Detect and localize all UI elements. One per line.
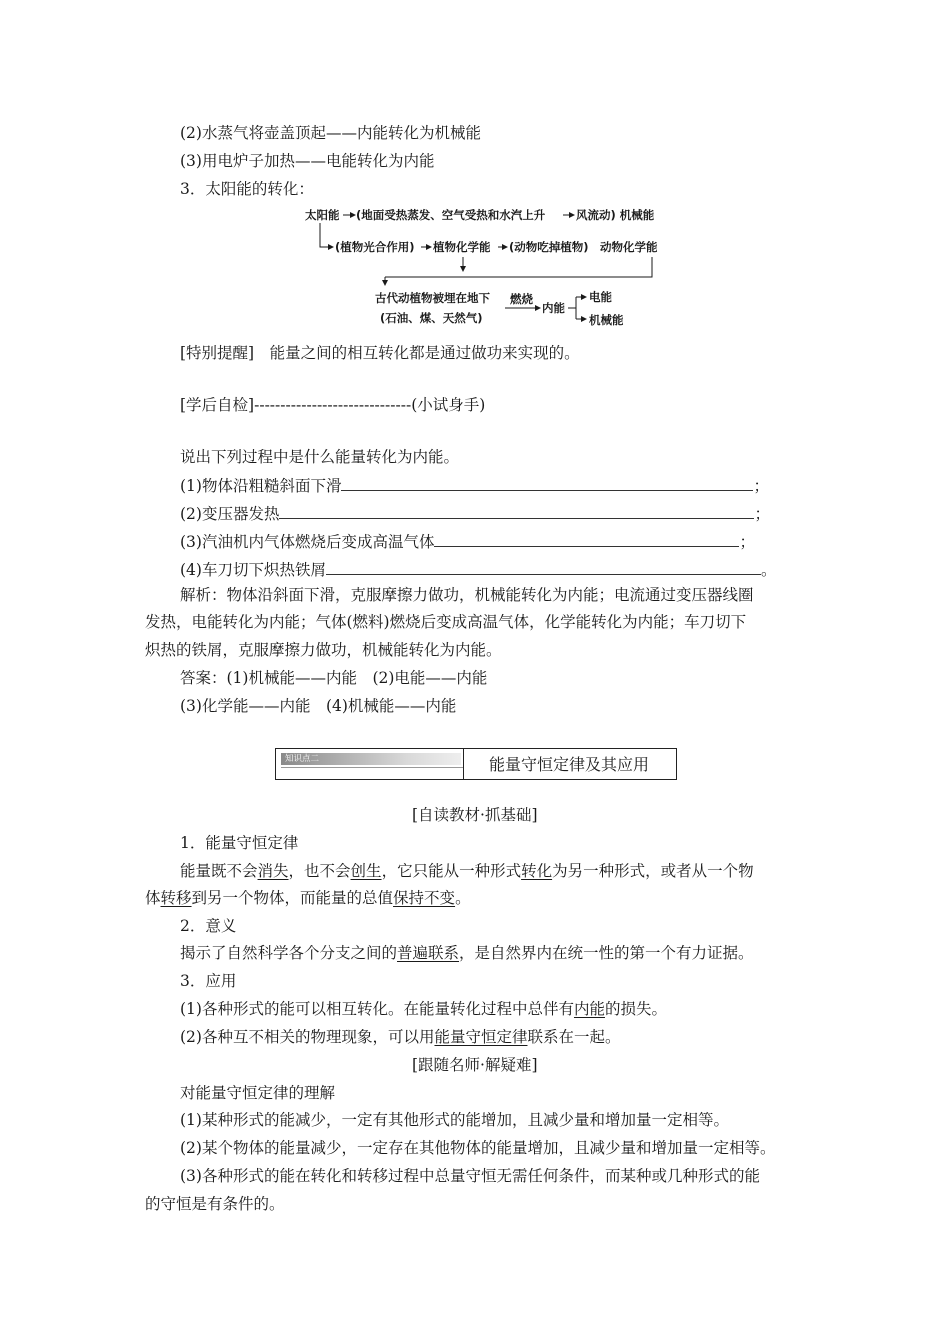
answer-blank — [434, 530, 739, 547]
text: 到另一个物体，而能量的总值 — [191, 889, 394, 907]
key-term: 能量守恒定律 — [434, 1028, 528, 1046]
divider — [463, 749, 464, 779]
text: 体 — [145, 889, 161, 907]
text: ，也不会 — [288, 862, 351, 880]
knowledge-title: 能量守恒定律及其应用 — [489, 755, 650, 774]
understanding-1: (1)某种形式的能减少，一定有其他形式的能增加，且减少量和增加量一定相等。 — [180, 1111, 729, 1129]
question-3 — [180, 530, 755, 552]
diagram-animal-chem: 动物化学能 — [600, 240, 658, 254]
diagram-animal-eat: (动物吃掉植物) — [509, 240, 589, 254]
diagram-connector — [385, 257, 652, 277]
diagram-burn: 燃烧 — [510, 292, 533, 306]
diagram-mech: 机械能 — [589, 313, 624, 327]
knowledge-tag-label: 知识点二 — [285, 754, 320, 764]
key-term: 保持不变 — [393, 889, 456, 907]
solar-energy-conversion-diagram — [300, 205, 680, 335]
diagram-connector — [320, 223, 333, 247]
semicolon: ； — [753, 477, 769, 495]
question-text: (3)汽油机内气体燃烧后变成高温气体 — [180, 533, 435, 551]
heading-solar: 3．太阳能的转化： — [180, 180, 314, 198]
para-5 — [180, 1027, 621, 1047]
para-4 — [180, 999, 667, 1019]
section-header-read: [自读教材·抓基础] — [412, 806, 538, 824]
analysis-line-3: 炽热的铁屑，克服摩擦力做功，机械能转化为内能。 — [145, 641, 502, 659]
heading-3: 3．应用 — [180, 972, 237, 990]
para-3 — [180, 943, 754, 963]
text: 联系在一起。 — [527, 1028, 621, 1046]
understanding-3: (3)各种形式的能在转化和转移过程中总量守恒无需任何条件，而某种或几种形式的能 — [180, 1167, 760, 1185]
key-term: 转移 — [160, 889, 192, 907]
semicolon: ； — [739, 533, 755, 551]
special-reminder: [特别提醒] 能量之间的相互转化都是通过做功来实现的。 — [180, 344, 580, 362]
answer-blank — [326, 558, 761, 575]
answer-line-1: 答案：(1)机械能——内能 (2)电能——内能 — [180, 669, 488, 687]
period: 。 — [760, 561, 777, 579]
question-text: (1)物体沿粗糙斜面下滑 — [180, 477, 342, 495]
diagram-fossil: 古代动植物被埋在地下 — [375, 291, 490, 305]
divider — [281, 767, 463, 768]
text: (1)各种形式的能可以相互转化。在能量转化过程中总伴有 — [180, 1000, 574, 1018]
diagram-wind: 风流动) 机械能 — [576, 208, 655, 222]
answer-blank — [279, 502, 754, 519]
understanding-2: (2)某个物体的能量减少，一定存在其他物体的能量增加，且减少量和增加量一定相等。 — [180, 1139, 776, 1157]
heading-2: 2．意义 — [180, 917, 237, 935]
text: 揭示了自然科学各个分支之间的 — [180, 944, 398, 962]
diagram-photosynthesis: (植物光合作用) — [335, 240, 415, 254]
answer-line-2: (3)化学能——内能 (4)机械能——内能 — [180, 697, 457, 715]
knowledge-tag — [281, 753, 461, 765]
key-term: 创生 — [350, 862, 382, 880]
line-item3: (3)用电炉子加热——电能转化为内能 — [180, 152, 435, 170]
question-4 — [180, 558, 776, 580]
answer-blank — [341, 474, 753, 491]
diagram-fossil-types: (石油、煤、天然气) — [380, 311, 483, 325]
question-text: (2)变压器发热 — [180, 505, 280, 523]
heading-1: 1．能量守恒定律 — [180, 834, 299, 852]
para-1 — [180, 861, 754, 881]
analysis-line-2: 发热，电能转化为内能；气体(燃料)燃烧后变成高温气体，化学能转化为内能；车刀切下 — [145, 613, 747, 631]
question-stem: 说出下列过程中是什么能量转化为内能。 — [180, 448, 460, 466]
diagram-elec: 电能 — [589, 290, 612, 304]
text: 为另一种形式，或者从一个物 — [552, 862, 754, 880]
semicolon: ； — [754, 505, 770, 523]
diagram-mid: (地面受热蒸发、空气受热和水汽上升 — [356, 208, 546, 222]
self-check-header: [学后自检]------------------------------(小试身手) — [180, 396, 486, 414]
question-1 — [180, 474, 769, 496]
text: ，它只能从一种形式 — [381, 862, 522, 880]
para-2 — [145, 888, 471, 908]
text: (2)各种互不相关的物理现象，可以用 — [180, 1028, 435, 1046]
key-term: 普遍联系 — [397, 944, 460, 962]
section-header-teacher: [跟随名师·解疑难] — [412, 1056, 538, 1074]
key-term: 转化 — [521, 862, 553, 880]
key-term: 内能 — [573, 1000, 605, 1018]
diagram-plant-chem: 植物化学能 — [433, 240, 491, 254]
analysis-line-1: 解析：物体沿斜面下滑，克服摩擦力做功，机械能转化为内能；电流通过变压器线圈 — [180, 586, 754, 604]
key-term: 消失 — [257, 862, 289, 880]
text: ，是自然界内在统一性的第一个有力证据。 — [459, 944, 754, 962]
question-2 — [180, 502, 770, 524]
diagram-internal: 内能 — [542, 301, 565, 315]
understanding-title: 对能量守恒定律的理解 — [180, 1084, 336, 1102]
text: 能量既不会 — [180, 862, 258, 880]
line-item2: (2)水蒸气将壶盖顶起——内能转化为机械能 — [180, 124, 481, 142]
text: 。 — [455, 889, 471, 907]
text: 的损失。 — [604, 1000, 667, 1018]
knowledge-point-box — [275, 748, 677, 780]
diagram-solar: 太阳能 — [305, 208, 340, 222]
understanding-4: 的守恒是有条件的。 — [145, 1195, 285, 1213]
question-text: (4)车刀切下炽热铁屑 — [180, 561, 326, 579]
